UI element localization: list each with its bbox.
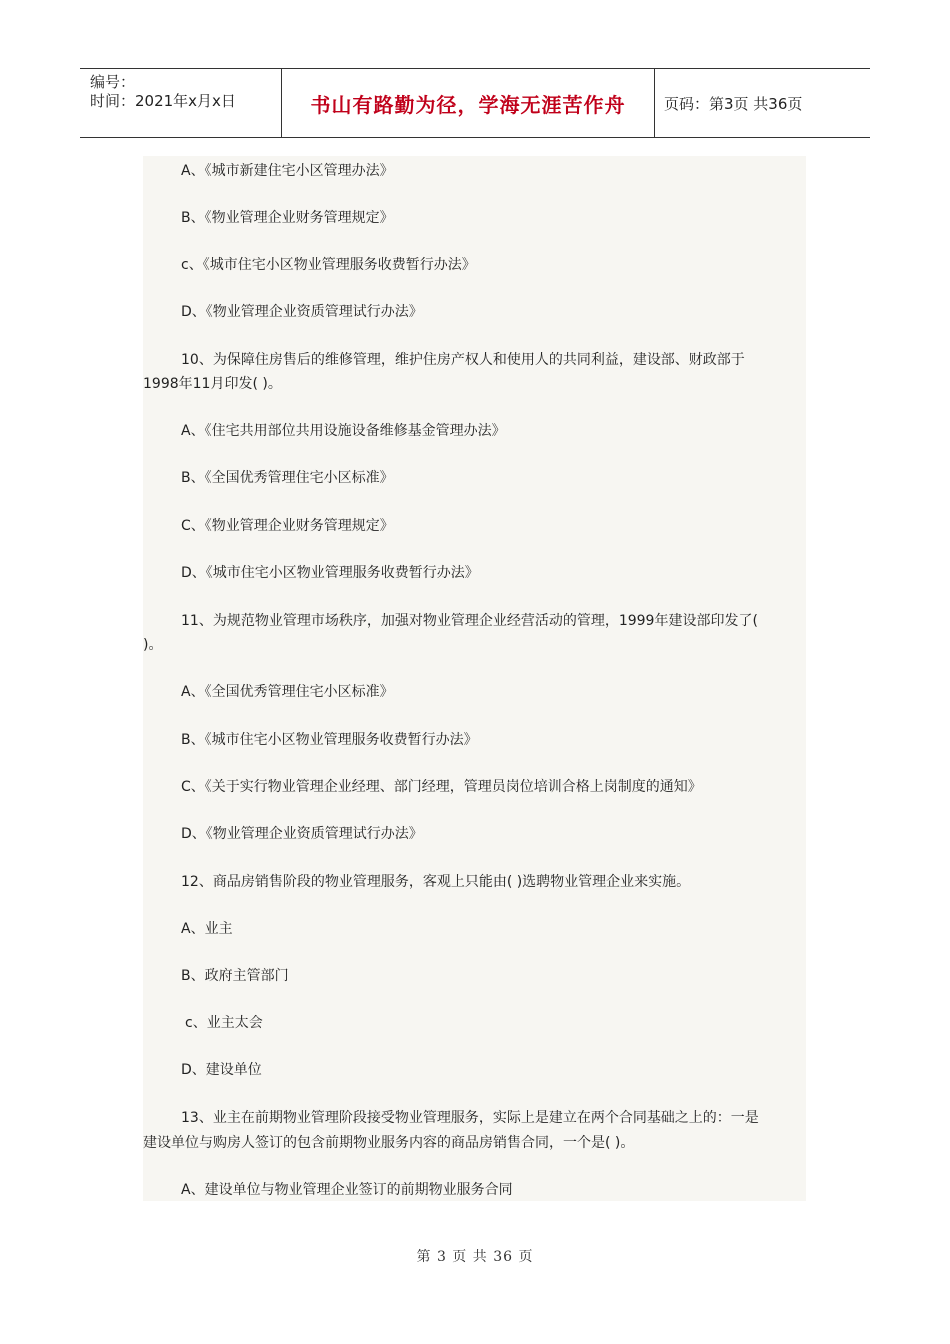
question-line: 12、商品房销售阶段的物业管理服务，客观上只能由( )选聘物业管理企业来实施。 (181, 874, 691, 890)
header-page-info: 页码：第3页 共36页 (664, 94, 803, 113)
option-line: A、建设单位与物业管理企业签订的前期物业服务合同 (181, 1182, 513, 1198)
question-line: )。 (143, 637, 163, 653)
option-line: C、《物业管理企业财务管理规定》 (181, 518, 394, 534)
number-label: 编号： (90, 73, 136, 91)
option-line: c、业主太会 (185, 1015, 263, 1031)
option-line: B、《城市住宅小区物业管理服务收费暂行办法》 (181, 732, 478, 748)
page-footer: 第 3 页 共 36 页 (416, 1249, 534, 1265)
header-motto-cell (281, 69, 655, 137)
question-line: 13、业主在前期物业管理阶段接受物业管理服务，实际上是建立在两个合同基础之上的：一是 (181, 1110, 759, 1126)
question-line: 建设单位与购房人签订的包含前期物业服务内容的商品房销售合同，一个是( )。 (143, 1135, 635, 1151)
option-line: A、《全国优秀管理住宅小区标准》 (181, 684, 394, 700)
option-line: D、建设单位 (181, 1062, 262, 1078)
document-body (143, 156, 806, 1201)
header-meta (80, 69, 280, 137)
question-line: 11、为规范物业管理市场秩序，加强对物业管理企业经营活动的管理，1999年建设部印发了( (181, 613, 758, 629)
option-line: A、《住宅共用部位共用设施设备维修基金管理办法》 (181, 423, 506, 439)
header-motto: 书山有路勤为径，学海无涯苦作舟 (310, 92, 626, 117)
option-line: D、《城市住宅小区物业管理服务收费暂行办法》 (181, 565, 479, 581)
option-line: B、《全国优秀管理住宅小区标准》 (181, 470, 394, 486)
option-line: D、《物业管理企业资质管理试行办法》 (181, 304, 423, 320)
option-line: C、《关于实行物业管理企业经理、部门经理，管理员岗位培训合格上岗制度的通知》 (181, 779, 702, 795)
option-line: B、《物业管理企业财务管理规定》 (181, 210, 394, 226)
question-line: 1998年11月印发( )。 (143, 376, 282, 392)
header-page-cell (654, 69, 870, 137)
option-line: B、政府主管部门 (181, 968, 289, 984)
option-line: D、《物业管理企业资质管理试行办法》 (181, 826, 423, 842)
option-line: A、业主 (181, 921, 233, 937)
question-line: 10、为保障住房售后的维修管理，维护住房产权人和使用人的共同利益，建设部、财政部于 (181, 352, 745, 368)
option-line: A、《城市新建住宅小区管理办法》 (181, 163, 394, 179)
time-label: 时间：2021年x月x日 (90, 92, 236, 110)
option-line: c、《城市住宅小区物业管理服务收费暂行办法》 (181, 257, 476, 273)
page-header (80, 68, 870, 138)
